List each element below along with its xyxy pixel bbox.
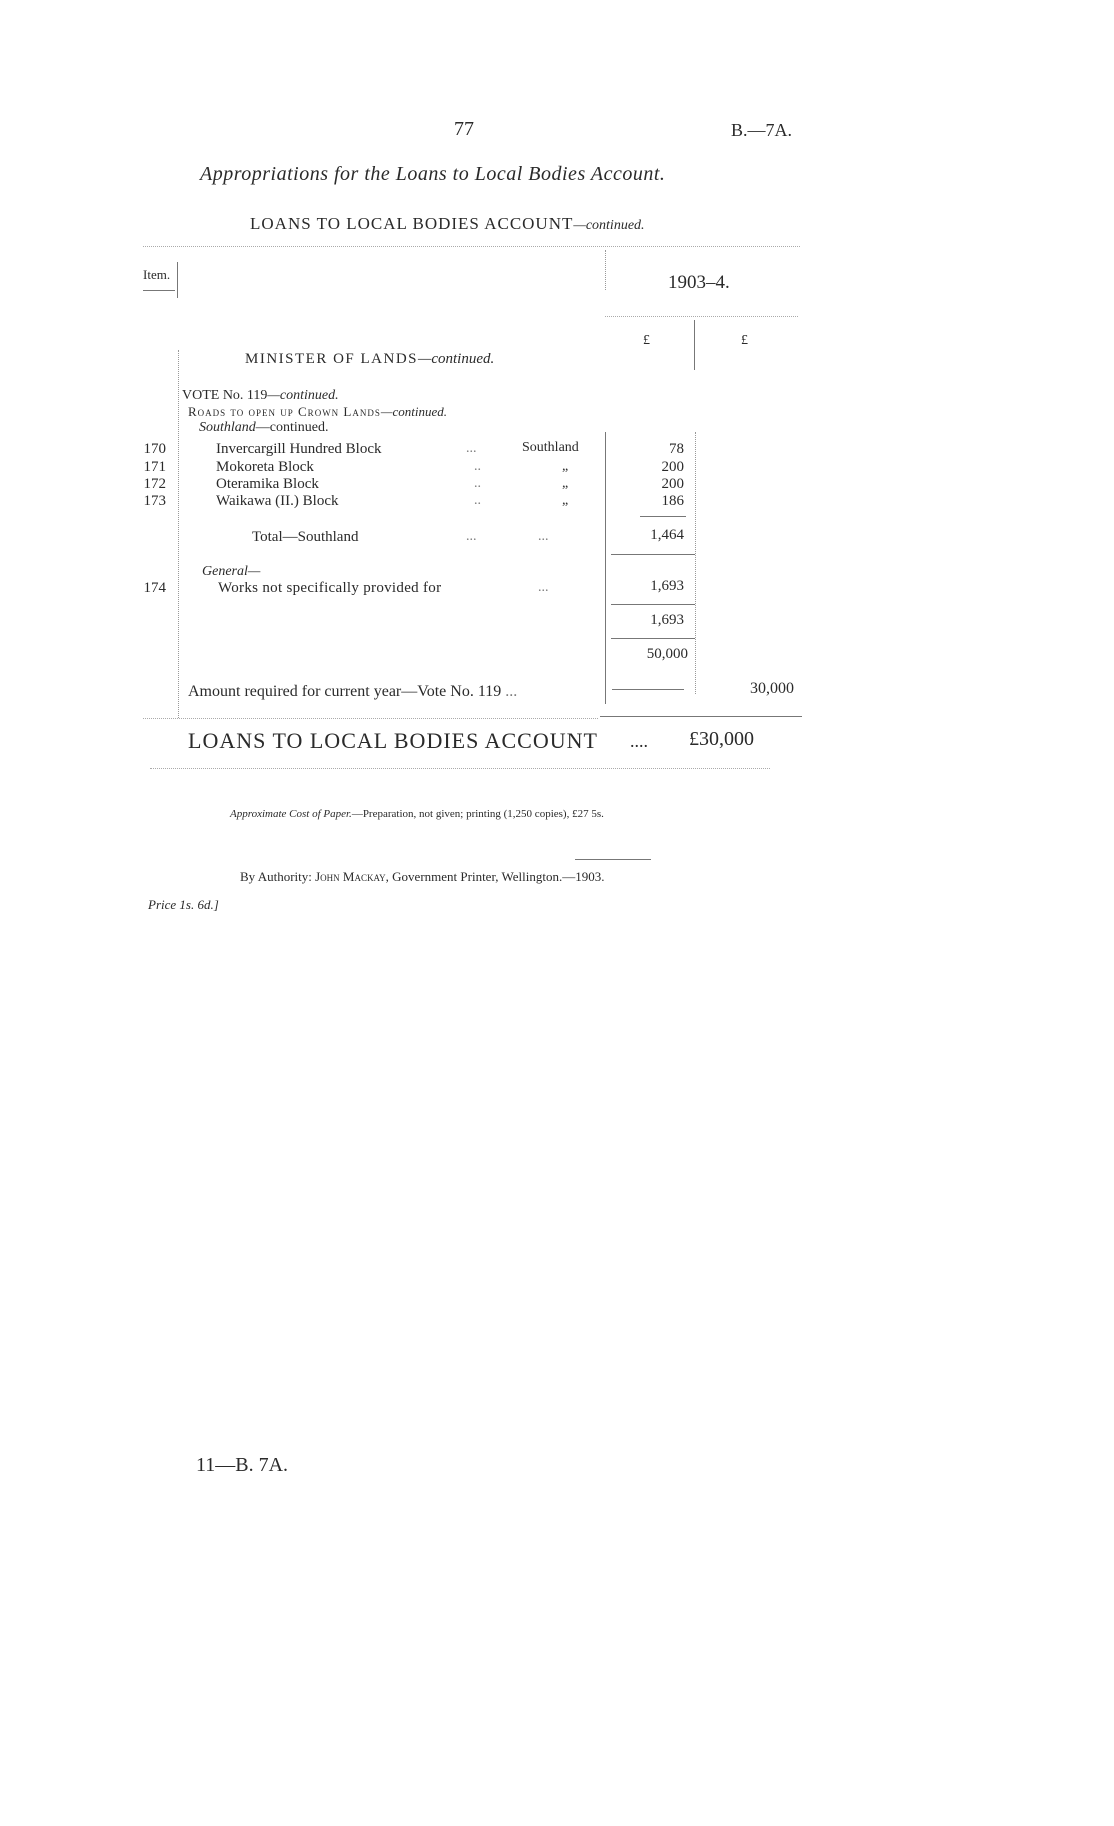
vote-heading-text: VOTE No. 119 <box>182 388 268 403</box>
ditto-mark: „ <box>562 493 569 508</box>
minister-heading-text: MINISTER OF LANDS <box>245 351 419 367</box>
item-number: 173 <box>143 493 166 509</box>
leader-dots: ... <box>466 441 477 456</box>
leader-dots: ... <box>538 580 549 595</box>
item-number: 172 <box>143 476 166 492</box>
amount-required-text: Amount required for current year—Vote No. 119 <box>188 683 502 700</box>
amount-value: 78 <box>669 441 684 457</box>
block-name: Mokoreta Block <box>216 459 314 475</box>
summary-amount: £30,000 <box>689 728 754 750</box>
general-total-rule <box>611 638 695 639</box>
leader-dots: ... <box>466 529 477 544</box>
authority-suffix: , Government Printer, Wellington.—1903. <box>385 869 605 884</box>
authority-prefix: By Authority: <box>240 869 312 884</box>
summary-rule <box>150 768 770 769</box>
block-name: Waikawa (II.) Block <box>216 493 339 509</box>
vote-heading <box>182 388 339 404</box>
authority-rule <box>575 859 651 860</box>
printer-name: John Mackay <box>315 869 386 884</box>
amount-value: 1,693 <box>650 578 684 594</box>
general-rule <box>611 604 695 605</box>
cost-label: Approximate Cost of Paper. <box>230 808 352 820</box>
general-item-name: Works not specifically provided for <box>218 580 442 596</box>
item-underline <box>143 290 175 291</box>
district-name: Southland <box>522 440 579 455</box>
document-reference: B.—7A. <box>731 120 793 140</box>
district-heading <box>199 420 329 436</box>
table-bottom-rule <box>600 716 802 717</box>
item-column-rule <box>177 262 178 298</box>
section-title-continued: —continued. <box>573 218 645 233</box>
item-header: Item. <box>143 267 171 282</box>
general-total: 1,693 <box>650 612 684 628</box>
ditto-mark: „ <box>562 459 569 474</box>
price-note: Price 1s. 6d.] <box>148 897 219 912</box>
ditto-mark: „ <box>562 476 569 491</box>
running-title: Appropriations for the Loans to Local Bodies Account. <box>200 163 666 185</box>
general-heading: General— <box>202 564 261 579</box>
leader-dots: .. <box>474 493 481 508</box>
district-heading-continued: —continued. <box>255 420 329 435</box>
blank-rule <box>612 689 684 690</box>
amount-value: 200 <box>661 476 684 492</box>
minister-heading <box>245 351 494 368</box>
col-divider-upper <box>694 320 695 370</box>
left-column-rule <box>178 350 179 718</box>
subtotal-rule <box>640 516 686 517</box>
authority-line <box>240 869 604 885</box>
leader-dots: ... <box>505 683 518 700</box>
table-bottom-rule-left <box>143 718 598 719</box>
col-divider-lower <box>695 432 696 694</box>
roads-heading-text: Roads to open up Crown Lands <box>188 404 381 419</box>
year-underline <box>605 316 798 317</box>
total-amount: 1,464 <box>650 527 684 543</box>
col1-left-rule <box>605 432 606 704</box>
block-name: Invercargill Hundred Block <box>216 441 382 457</box>
district-heading-text: Southland <box>199 420 256 435</box>
item-number: 171 <box>143 459 166 475</box>
section-title <box>250 214 645 234</box>
vote-heading-continued: —continued. <box>267 388 339 403</box>
amount-required-label <box>188 683 517 701</box>
section-title-text: LOANS TO LOCAL BODIES ACCOUNT <box>250 214 574 233</box>
amount-required-value: 30,000 <box>750 680 794 697</box>
unit-col2: £ <box>741 333 748 348</box>
grand-total: 50,000 <box>646 646 688 662</box>
block-name: Oteramika Block <box>216 476 319 492</box>
leader-dots: .. <box>474 459 481 474</box>
minister-heading-continued: —continued. <box>418 351 495 367</box>
table-top-rule <box>143 246 800 247</box>
roads-heading <box>188 404 447 420</box>
signature-mark: 11—B. 7A. <box>196 1454 289 1476</box>
leader-dots: ... <box>538 529 549 544</box>
year-column-rule <box>605 250 606 290</box>
year-header: 1903–4. <box>668 272 730 293</box>
cost-of-paper-note <box>230 808 604 820</box>
unit-col1: £ <box>643 333 650 348</box>
summary-dots: .... <box>630 731 648 751</box>
summary-label: LOANS TO LOCAL BODIES ACCOUNT <box>188 728 598 753</box>
page-number: 77 <box>454 118 474 140</box>
total-label: Total—Southland <box>252 529 359 545</box>
amount-value: 186 <box>661 493 684 509</box>
roads-heading-continued: —continued. <box>380 404 447 419</box>
item-number: 174 <box>143 580 166 596</box>
cost-text: —Preparation, not given; printing (1,250 copies), £27 5s. <box>351 808 604 820</box>
item-number: 170 <box>143 441 166 457</box>
total-rule <box>611 554 695 555</box>
leader-dots: .. <box>474 476 481 491</box>
amount-value: 200 <box>661 459 684 475</box>
